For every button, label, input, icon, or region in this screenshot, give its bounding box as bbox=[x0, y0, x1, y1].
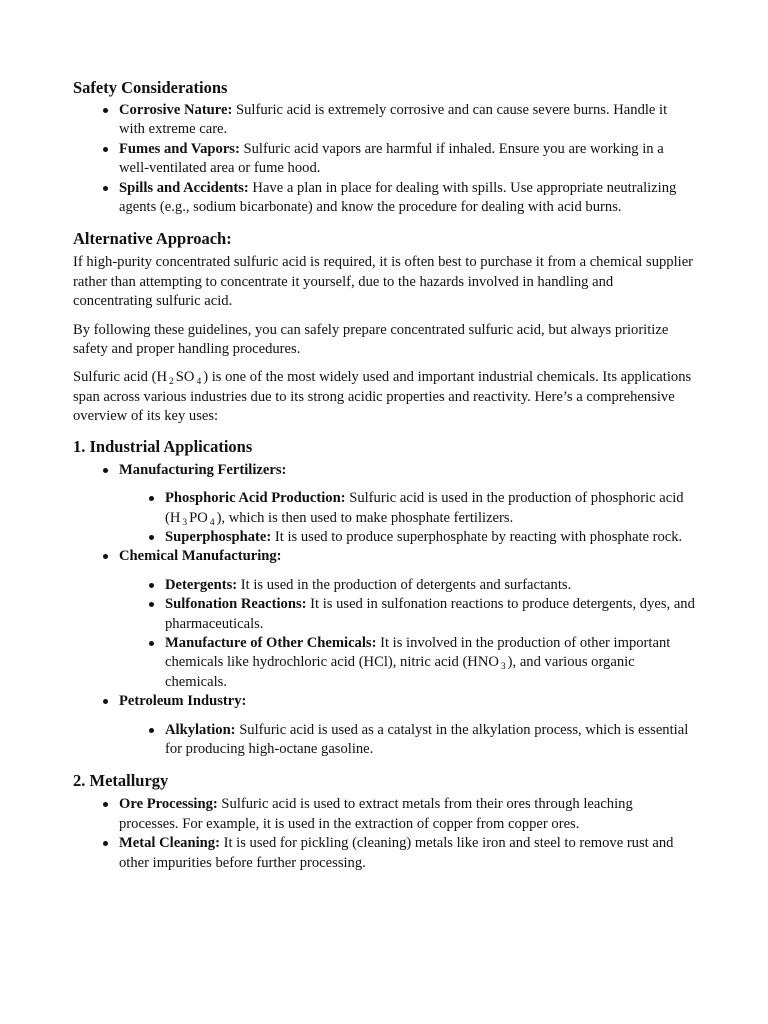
list-item: Phosphoric Acid Production: Sulfuric acid is used in the production of phosphoric acid (H $_3$ PO $_4$ ), which is then used to make phosphate fertilizers. bbox=[73, 489, 695, 528]
bullet-icon bbox=[103, 699, 108, 704]
item-label: Fumes and Vapors: bbox=[119, 140, 240, 157]
list-item bbox=[73, 547, 695, 692]
alternative-paragraph-2: By following these guidelines, you can safely prepare concentrated sulfuric acid, but always prioritize safety and proper handling procedures. bbox=[73, 321, 669, 358]
safety-list bbox=[73, 101, 695, 217]
metallurgy-heading: 2. Metallurgy bbox=[73, 771, 169, 791]
bullet-icon bbox=[103, 147, 108, 152]
bullet-icon bbox=[149, 728, 154, 733]
list-item bbox=[73, 692, 695, 759]
list-item bbox=[73, 140, 695, 179]
item-text: Sulfuric acid is extremely corrosive and can cause severe burns. Handle it with extreme care. bbox=[119, 102, 668, 138]
item-label: Spills and Accidents: bbox=[119, 179, 249, 196]
item-text: Sulfuric acid vapors are harmful if inhaled. Ensure you are working in a well-ventilated area or fume hood. bbox=[119, 140, 664, 177]
bullet-icon bbox=[149, 583, 154, 588]
item-label: Metal Cleaning: bbox=[119, 835, 220, 852]
bullet-icon bbox=[103, 841, 108, 846]
metallurgy-list bbox=[73, 795, 695, 873]
industrial-list bbox=[73, 461, 695, 760]
list-item: Sulfonation Reactions: It is used in sulfonation reactions to produce detergents, dyes, and pharmaceuticals. bbox=[73, 595, 695, 634]
list-item bbox=[73, 834, 695, 873]
alternative-heading: Alternative Approach: bbox=[73, 229, 232, 249]
bullet-icon bbox=[149, 641, 154, 646]
list-item bbox=[73, 179, 695, 218]
bullet-icon bbox=[103, 802, 108, 807]
bullet-icon bbox=[149, 602, 154, 607]
item-label: Corrosive Nature: bbox=[119, 102, 233, 118]
item-text: Have a plan in place for dealing with spills. Use appropriate neutralizing agents (e.g., sodium bicarbonate) and know the procedure for dealing with acid burns. bbox=[119, 179, 677, 216]
safety-heading: Safety Considerations bbox=[73, 78, 228, 97]
item-text: It is used for pickling (cleaning) metals like iron and steel to remove rust and other impurities before further processing. bbox=[119, 835, 674, 871]
bullet-icon bbox=[103, 186, 108, 191]
intro-paragraph: Sulfuric acid (H $_2$ SO $_4$ ) is one of the most widely used and important industrial chemicals. Its applications span across various industries due to its strong acidic properties and reactivity. Here’s a comprehensive overview of its key uses: bbox=[73, 369, 692, 425]
industrial-heading: 1. Industrial Applications bbox=[73, 436, 253, 456]
list-item: Detergents: It is used in the production of detergents and surfactants. bbox=[73, 576, 695, 595]
bullet-icon bbox=[149, 535, 154, 540]
chemical-sublist bbox=[119, 576, 695, 692]
list-item bbox=[73, 101, 695, 140]
item-label: Manufacturing Fertilizers: bbox=[119, 461, 287, 478]
list-item bbox=[73, 461, 695, 548]
list-item: Manufacture of Other Chemicals: It is involved in the production of other important chemicals like hydrochloric acid (HCl), nitric acid (HNO $_3$ ), and various organic chemicals. bbox=[73, 634, 695, 692]
list-item: Superphosphate: It is used to produce superphosphate by reacting with phosphate rock. bbox=[73, 528, 695, 547]
alternative-paragraph-1: If high-purity concentrated sulfuric acid is required, it is often best to purchase it from a chemical supplier rather than attempting to concentrate it yourself, due to the hazards involved in handling and concentrating sulfuric acid. bbox=[73, 254, 694, 310]
item-text: Sulfuric acid is used to extract metals from their ores through leaching processes. For example, it is used in the extraction of copper from copper ores. bbox=[119, 796, 633, 832]
list-item bbox=[73, 795, 695, 834]
bullet-icon bbox=[103, 554, 108, 559]
fertilizers-sublist bbox=[119, 489, 695, 547]
item-label: Ore Processing: bbox=[119, 796, 218, 813]
item-label: Chemical Manufacturing: bbox=[119, 548, 282, 565]
list-item: Alkylation: Sulfuric acid is used as a catalyst in the alkylation process, which is essential for producing high-octane gasoline. bbox=[73, 721, 695, 760]
item-label: Petroleum Industry: bbox=[119, 693, 247, 710]
bullet-icon bbox=[103, 468, 108, 473]
bullet-icon bbox=[149, 496, 154, 501]
document-content bbox=[73, 77, 695, 873]
bullet-icon bbox=[103, 108, 108, 113]
petroleum-sublist bbox=[119, 721, 695, 760]
